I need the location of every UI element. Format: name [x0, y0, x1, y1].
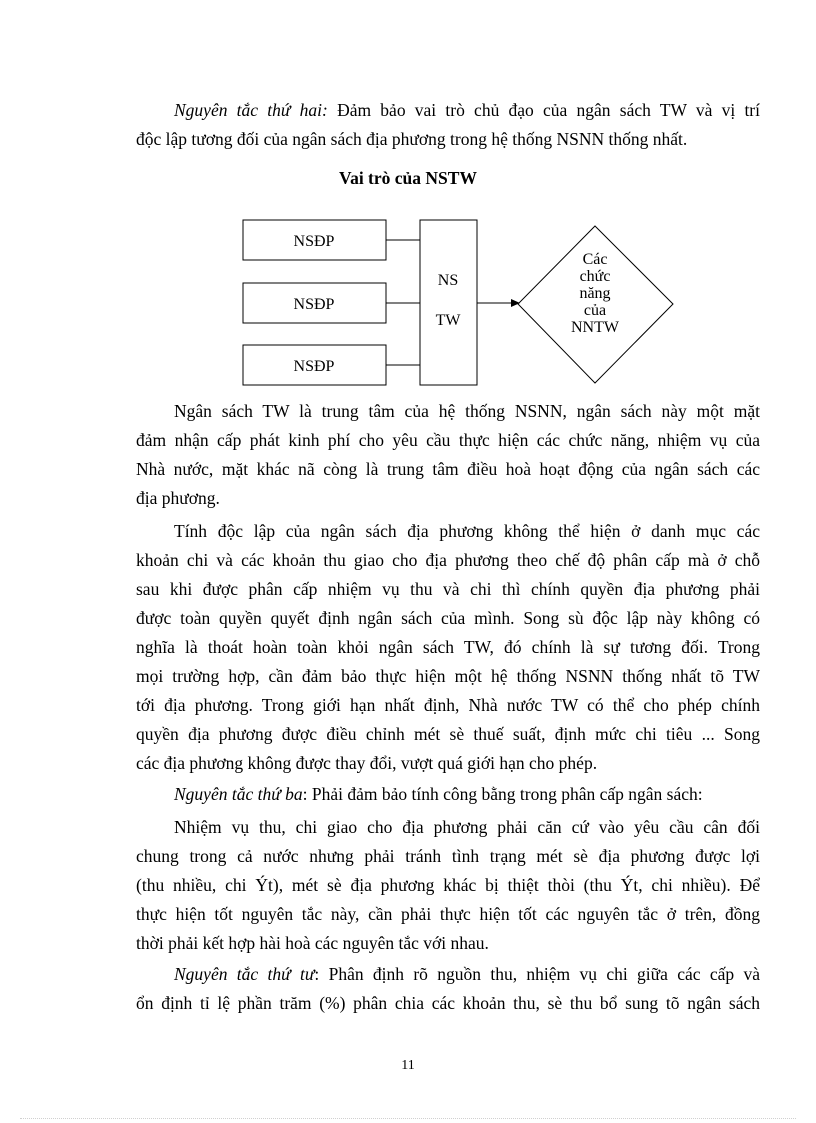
arrow-head-icon	[511, 299, 520, 307]
nsdp-box-1	[243, 220, 386, 260]
paragraph-line: Nguyên tắc thứ hai: Đảm bảo vai trò chủ đạo của ngân sách TW và vị trí	[174, 100, 760, 120]
paragraph-line: các địa phương không được thay đổi, vượt quá giới hạn cho phép.	[136, 753, 598, 773]
paragraph-fairness	[136, 813, 760, 958]
ns-tw-label-line2: TW	[435, 312, 461, 329]
paragraph-line: quyền địa phương được điều chỉnh mét sè thuế suất, định mức chi tiêu ... Song	[136, 724, 760, 744]
paragraph-central-budget	[136, 397, 760, 513]
paragraph-line: tới địa phương. Trong giới hạn nhất định, Nhà nước TW có thể cho phép chính	[136, 695, 760, 715]
ns-tw-box	[420, 220, 477, 385]
paragraph-line: thực hiện tốt nguyên tắc này, cần phải thực hiện tốt các nguyên tắc ở trên, đồng	[136, 904, 760, 924]
page-bottom-divider	[20, 1118, 796, 1119]
ns-tw-label-line1: NS	[437, 272, 459, 289]
nsdp-label-2: NSĐP	[293, 296, 335, 313]
paragraph-line: Ngân sách TW là trung tâm của hệ thống NSNN, ngân sách này một mặt	[174, 401, 760, 421]
paragraph-principle-four	[136, 960, 760, 1018]
paragraph-line: độc lập tương đối của ngân sách địa phương trong hệ thống NSNN thống nhất.	[136, 129, 688, 149]
diamond-text-line: NNTW	[571, 319, 619, 336]
paragraph-principle-three	[136, 780, 760, 809]
paragraph-line: được toàn quyền quyết định ngân sách của mình. Song sù độc lập này không có	[136, 608, 760, 628]
nsdp-box-2	[243, 283, 386, 323]
paragraph-line: Nguyên tắc thứ ba: Phải đảm bảo tính công bằng trong phân cấp ngân sách:	[174, 784, 703, 804]
paragraph-line: (thu nhiều, chi Ýt), mét sè địa phương khác bị thiệt thòi (thu Ýt, chi nhiều). Để	[136, 875, 760, 895]
paragraph-local-independence	[136, 517, 760, 778]
paragraph-line: Nhiệm vụ thu, chi giao cho địa phương phải căn cứ vào yêu cầu cân đối	[174, 817, 760, 837]
diagram-title: Vai trò của NSTW	[339, 168, 477, 188]
diamond-text-line: năng	[579, 285, 611, 302]
paragraph-line: nghĩa là thoát hoàn toàn khỏi ngân sách TW, đó chính là sự tương đối. Trong	[136, 637, 760, 657]
principle-two-label: Nguyên tắc thứ hai:	[174, 100, 328, 120]
paragraph-line: khoản chi và các khoản thu giao cho địa phương theo chế độ phân cấp mà ở chỗ	[136, 550, 760, 570]
paragraph-line: mọi trường hợp, cần đảm bảo thực hiện một hệ thống NSNN thống nhất tõ TW	[136, 666, 760, 686]
paragraph-line: thời phải kết hợp hài hoà các nguyên tắc với nhau.	[136, 933, 489, 953]
diamond-text-line: chức	[579, 268, 611, 285]
principle-four-label: Nguyên tắc thứ tư	[174, 964, 315, 984]
paragraph-line: đảm nhận cấp phát kinh phí cho yêu cầu thực hiện các chức năng, nhiệm vụ của	[136, 430, 760, 450]
paragraph-line: sau khi được phân cấp nhiệm vụ thu và chi thì chính quyền địa phương phải	[136, 579, 760, 599]
paragraph-line: Tính độc lập của ngân sách địa phương không thể hiện ở danh mục các	[174, 521, 760, 541]
paragraph-line: Nguyên tắc thứ tư: Phân định rõ nguồn thu, nhiệm vụ chi giữa các cấp và	[174, 964, 760, 984]
paragraph-line: chung trong cả nước nhưng phải tránh tình trạng mét sè địa phương được lợi	[136, 846, 760, 866]
nsdp-box-3	[243, 345, 386, 385]
nsdp-label-3: NSĐP	[293, 358, 335, 375]
nsdp-label-1: NSĐP	[293, 233, 335, 250]
diamond-text-line: của	[583, 302, 607, 319]
paragraph-line: ổn định tỉ lệ phần trăm (%) phân chia các khoản thu, sè thu bổ sung tõ ngân sách	[136, 993, 760, 1013]
paragraph-principle-two	[136, 96, 760, 154]
paragraph-line: địa phương.	[136, 488, 220, 508]
principle-three-label: Nguyên tắc thứ ba	[174, 784, 303, 804]
page-number: 11	[401, 1058, 415, 1073]
diamond-text-line: Các	[582, 251, 608, 268]
nntw-functions-diamond	[518, 226, 673, 383]
paragraph-line: Nhà nước, mặt khác nã còng là trung tâm điều hoà hoạt động của ngân sách các	[136, 459, 760, 479]
